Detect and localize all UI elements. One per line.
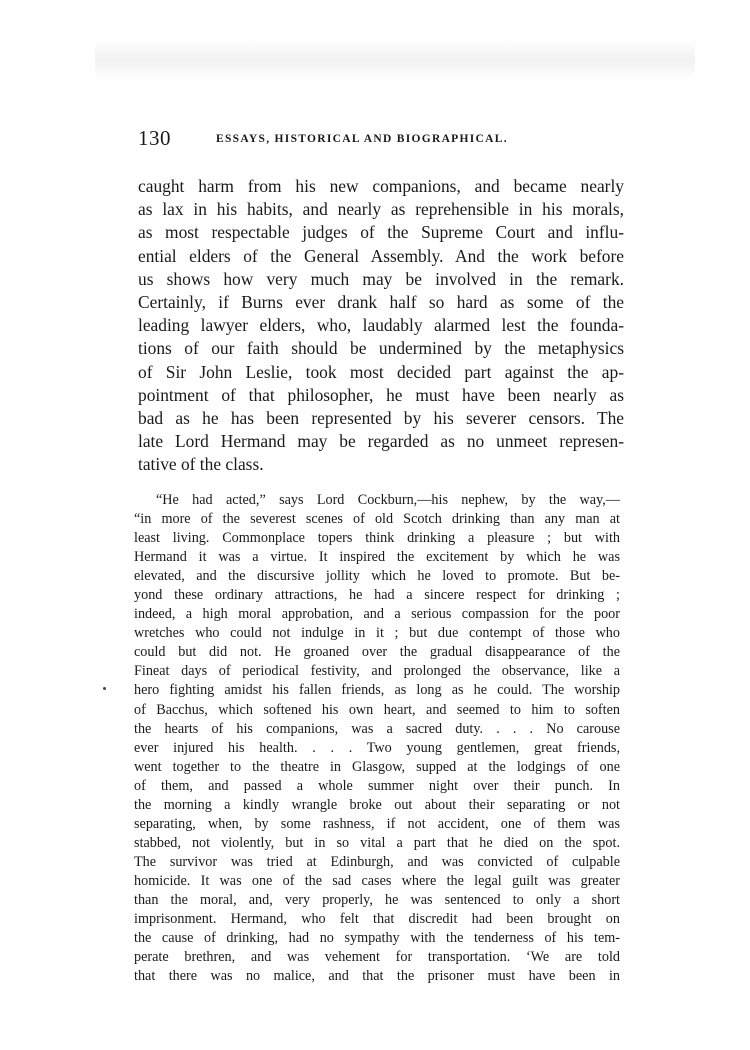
quote-line: ever injured his health. . . . Two young gentlemen, great friends, bbox=[134, 739, 620, 756]
quote-line: elevated, and the discursive jollity which he loved to promote. But be- bbox=[134, 568, 620, 585]
quote-line: of Bacchus, which softened his own heart, and seemed to him to soften bbox=[134, 701, 620, 718]
quote-line: Hermand it was a virtue. It inspired the excitement by which he was bbox=[134, 549, 620, 566]
running-title: ESSAYS, HISTORICAL AND BIOGRAPHICAL. bbox=[216, 133, 508, 145]
quote-line: yond these ordinary attractions, he had a sincere respect for drinking ; bbox=[134, 587, 620, 604]
quote-line: “He had acted,” says Lord Cockburn,—his nephew, by the way,— bbox=[156, 492, 620, 508]
quote-line: than the moral, and, very properly, he was sentenced to only a short bbox=[134, 891, 620, 908]
quote-line: separating, when, by some rashness, if not accident, one of them was bbox=[134, 815, 620, 832]
text-line: as most respectable judges of the Supreme Court and influ- bbox=[138, 222, 624, 243]
quote-line: hero fighting amidst his fallen friends, as long as he could. The worship bbox=[134, 682, 620, 699]
quote-line: the hearts of his companions, was a sacred duty. . . . No carouse bbox=[134, 720, 620, 737]
quote-line: went together to the theatre in Glasgow, supped at the lodgings of one bbox=[134, 758, 620, 775]
quote-line: the morning a kindly wrangle broke out about their separating or not bbox=[134, 796, 620, 813]
text-line: pointment of that philosopher, he must have been nearly as bbox=[138, 384, 624, 405]
quote-line: stabbed, not violently, but in so vital a part that he died on the spot. bbox=[134, 834, 620, 851]
quote-line: wretches who could not indulge in it ; but due contempt of those who bbox=[134, 625, 620, 642]
scan-smudge bbox=[95, 40, 695, 80]
margin-mark bbox=[103, 687, 106, 690]
text-line: as lax in his habits, and nearly as reprehensible in his morals, bbox=[138, 199, 624, 220]
quote-line: “in more of the severest scenes of old Scotch drinking than any man at bbox=[134, 511, 620, 528]
quote-line: least living. Commonplace topers think drinking a pleasure ; but with bbox=[134, 530, 620, 547]
quote-line: imprisonment. Hermand, who felt that discredit had been brought on bbox=[134, 911, 620, 928]
quote-line: homicide. It was one of the sad cases where the legal guilt was greater bbox=[134, 872, 620, 889]
quote-line: indeed, a high moral approbation, and a serious compassion for the poor bbox=[134, 606, 620, 623]
text-line: Certainly, if Burns ever drank half so hard as some of the bbox=[138, 291, 624, 312]
text-line: ential elders of the General Assembly. And the work before bbox=[138, 245, 624, 266]
text-line: late Lord Hermand may be regarded as no unmeet represen- bbox=[138, 431, 624, 452]
quote-line: of them, and passed a whole summer night over their punch. In bbox=[134, 777, 620, 794]
text-line: us shows how very much may be involved in the remark. bbox=[138, 268, 624, 289]
quote-line: that there was no malice, and that the prisoner must have been in bbox=[134, 968, 620, 985]
page-number: 130 bbox=[138, 126, 171, 150]
quote-line: Fineat days of periodical festivity, and prolonged the observance, like a bbox=[134, 663, 620, 680]
quote-line: The survivor was tried at Edinburgh, and was convicted of culpable bbox=[134, 853, 620, 870]
quote-line: could but did not. He groaned over the gradual disappearance of the bbox=[134, 644, 620, 661]
text-line: leading lawyer elders, who, laudably alarmed lest the founda- bbox=[138, 315, 624, 336]
running-head bbox=[138, 126, 628, 156]
text-line: tions of our faith should be undermined by the metaphysics bbox=[138, 338, 624, 359]
text-line: of Sir John Leslie, took most decided part against the ap- bbox=[138, 361, 624, 382]
main-paragraph bbox=[138, 175, 624, 476]
text-line: caught harm from his new companions, and became nearly bbox=[138, 176, 624, 196]
block-quote bbox=[134, 491, 620, 986]
text-line: bad as he has been represented by his severer censors. The bbox=[138, 407, 624, 428]
text-line: tative of the class. bbox=[138, 454, 264, 475]
quote-line: perate brethren, and was vehement for transportation. ‘We are told bbox=[134, 949, 620, 966]
quote-line: the cause of drinking, had no sympathy with the tenderness of his tem- bbox=[134, 930, 620, 947]
